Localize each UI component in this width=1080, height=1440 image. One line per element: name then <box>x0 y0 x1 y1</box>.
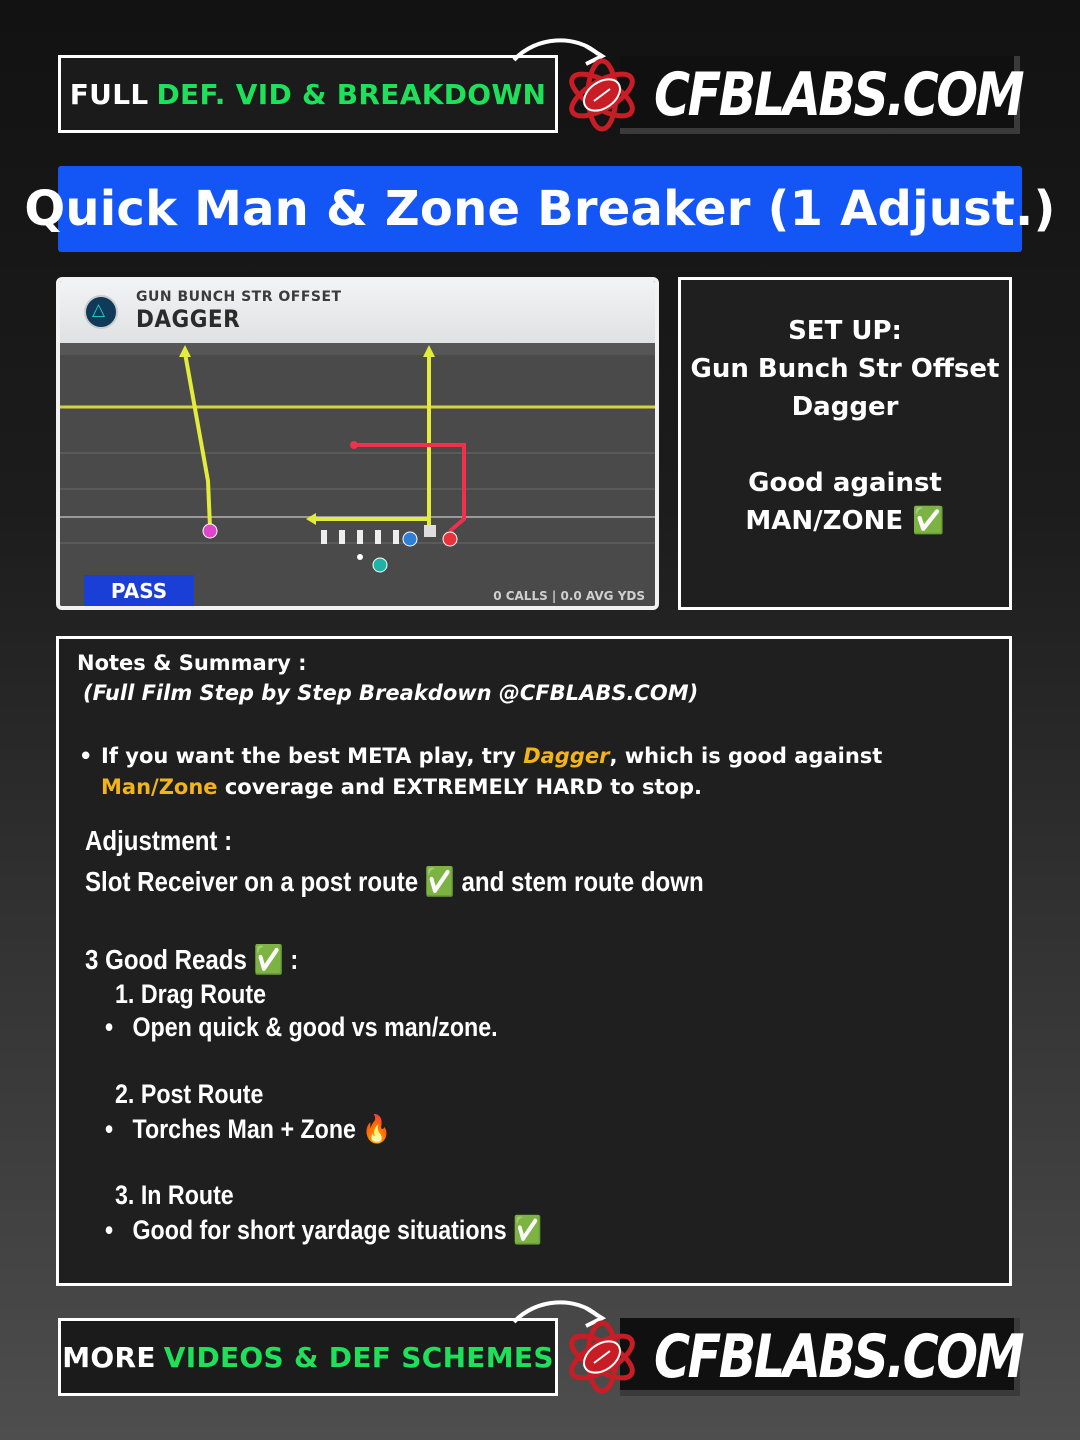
bottom-banner-highlight: VIDEOS & DEF SCHEMES <box>163 1340 554 1374</box>
receiver-square <box>203 524 217 538</box>
running-back <box>373 558 387 572</box>
triangle-button-icon <box>84 295 118 329</box>
coverage-highlight: Man/Zone <box>101 775 218 799</box>
receiver-x <box>403 532 417 546</box>
brand-name: CFBLABS.COM <box>654 60 1023 130</box>
bullet-icon: • <box>79 744 93 768</box>
reads-heading: 3 Good Reads ✅ : <box>85 944 299 975</box>
atom-football-logo-icon <box>564 57 640 133</box>
play-header <box>60 281 655 343</box>
bottom-promo-banner <box>58 1318 558 1396</box>
setup-play: Dagger <box>791 392 899 422</box>
play-art-card <box>56 277 659 610</box>
read-1-detail: • Open quick & good vs man/zone. <box>105 1012 498 1042</box>
play-name: DAGGER <box>136 305 241 333</box>
receiver-r1 <box>424 525 436 537</box>
top-promo-banner <box>58 55 558 133</box>
play-stats: 0 CALLS | 0.0 AVG YDS <box>493 589 645 603</box>
read-3-title: 3. In Route <box>115 1180 234 1210</box>
adjustment-heading: Adjustment : <box>85 825 233 856</box>
notes-panel <box>56 636 1012 1286</box>
read-2-title: 2. Post Route <box>115 1079 264 1109</box>
atom-football-logo-icon <box>564 1319 640 1395</box>
receiver-circle <box>443 532 457 546</box>
top-brand-link[interactable] <box>560 56 1023 134</box>
formation-label: GUN BUNCH STR OFFSET <box>136 289 342 305</box>
setup-formation: Gun Bunch Str Offset <box>690 354 1000 384</box>
meta-bullet: • If you want the best META play, try Dagger, which is good against Man/Zone coverage and EXTREMELY HARD to stop. <box>79 741 999 803</box>
top-banner-highlight: DEF. VID & BREAKDOWN <box>156 77 547 111</box>
pass-tag: PASS <box>84 575 194 607</box>
read-1-title: 1. Drag Route <box>115 979 266 1009</box>
read-2-detail: • Torches Man + Zone 🔥 <box>105 1114 392 1144</box>
good-against-value: MAN/ZONE ✅ <box>745 506 945 536</box>
bottom-banner-prefix: MORE <box>62 1340 156 1374</box>
good-against-label: Good against <box>748 468 942 498</box>
read-3-detail: • Good for short yardage situations ✅ <box>105 1215 543 1245</box>
notes-subheading: (Full Film Step by Step Breakdown @CFBLABS.COM) <box>83 681 699 705</box>
brand-name: CFBLABS.COM <box>654 1322 1023 1392</box>
top-banner-prefix: FULL <box>69 77 149 111</box>
notes-heading: Notes & Summary : <box>77 651 307 675</box>
adjustment-text: Slot Receiver on a post route ✅ and stem route down <box>85 866 704 897</box>
play-highlight: Dagger <box>523 744 610 768</box>
bottom-brand-link[interactable] <box>560 1318 1023 1396</box>
page-title: Quick Man & Zone Breaker (1 Adjust.) <box>58 166 1022 252</box>
setup-panel <box>678 277 1012 610</box>
setup-label: SET UP: <box>788 316 902 346</box>
